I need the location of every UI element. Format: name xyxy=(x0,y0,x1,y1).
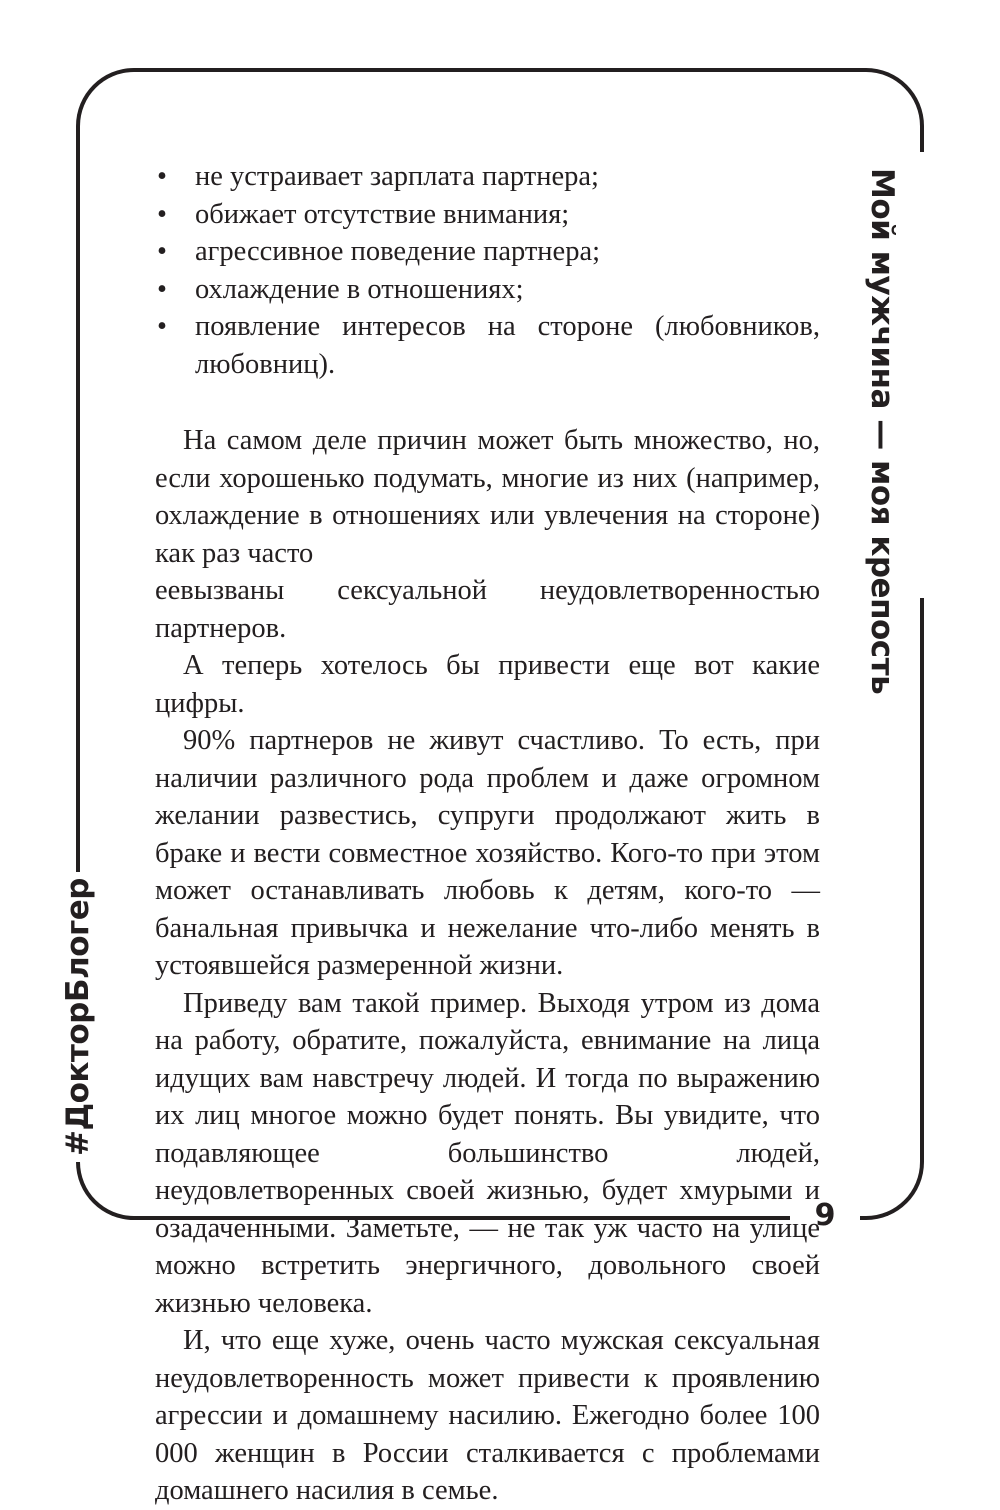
paragraph: На самом деле причин может быть множество, но, если хорошенько подумать, многие из них (например, охлаждение в отношениях или увлечения на стороне) как раз часто xyxy=(155,425,820,569)
page-frame-right-top xyxy=(920,146,924,152)
list-item: • появление интересов на стороне (любовников, любовниц). xyxy=(195,308,820,383)
page-frame-top xyxy=(76,68,924,148)
page-number: 9 xyxy=(814,1198,836,1233)
book-hashtag xyxy=(58,878,118,1170)
paragraph: 90% партнеров не живут счастливо. То есть, при наличии различного рода проблем и даже огромном желании развестись, супруги продолжают жить в браке и вести совместное хозяйство. Кого-то при этом может останавливать любовь к детям, кого-то — банальная привычка и нежелание что-либо менять в устоявшейся размеренной жизни. xyxy=(155,725,820,981)
section-gap xyxy=(155,383,820,422)
running-title-text: Мой мужчина — моя крепость xyxy=(862,160,902,702)
paragraph: И, что еще хуже, очень часто мужская сексуальная неудовлетворенность может привести к проявлению агрессии и домашнему насилию. Ежегодно более 100 000 женщин в России сталкивается с проблемами домашнего насилия в семье. xyxy=(155,1325,820,1506)
book-hashtag-text: #ДокторБлогер xyxy=(58,872,98,1162)
page-frame-right xyxy=(920,598,924,1142)
list-item: • не устраивает зарплата партнера; xyxy=(195,158,820,196)
paragraph: еевызваны сексуальной неудовлетворенностью партнеров. xyxy=(155,575,820,644)
page-body xyxy=(155,158,820,1510)
paragraph: А теперь хотелось бы привести еще вот какие цифры. xyxy=(155,650,820,719)
paragraph: Приведу вам такой пример. Выходя утром из дома на работу, обратите, пожалуйста, евнимание на лица идущих вам навстречу людей. И тогда по выражению их лиц многое можно будет понять. Вы увидите, что подавляющее большинство людей, неудовлетворенных своей жизнью, будет хмурыми и озадаченными. Заметьте, — не так уж часто на улице можно встретить энергичного, довольного своей жизнью человека. xyxy=(155,987,820,1319)
list-item: • агрессивное поведение партнера; xyxy=(195,233,820,271)
list-item: • обижает отсутствие внимания; xyxy=(195,196,820,234)
bullet-list xyxy=(155,158,820,383)
list-item: • охлаждение в отношениях; xyxy=(195,271,820,309)
running-title xyxy=(864,160,980,695)
page-frame-left xyxy=(76,146,80,932)
